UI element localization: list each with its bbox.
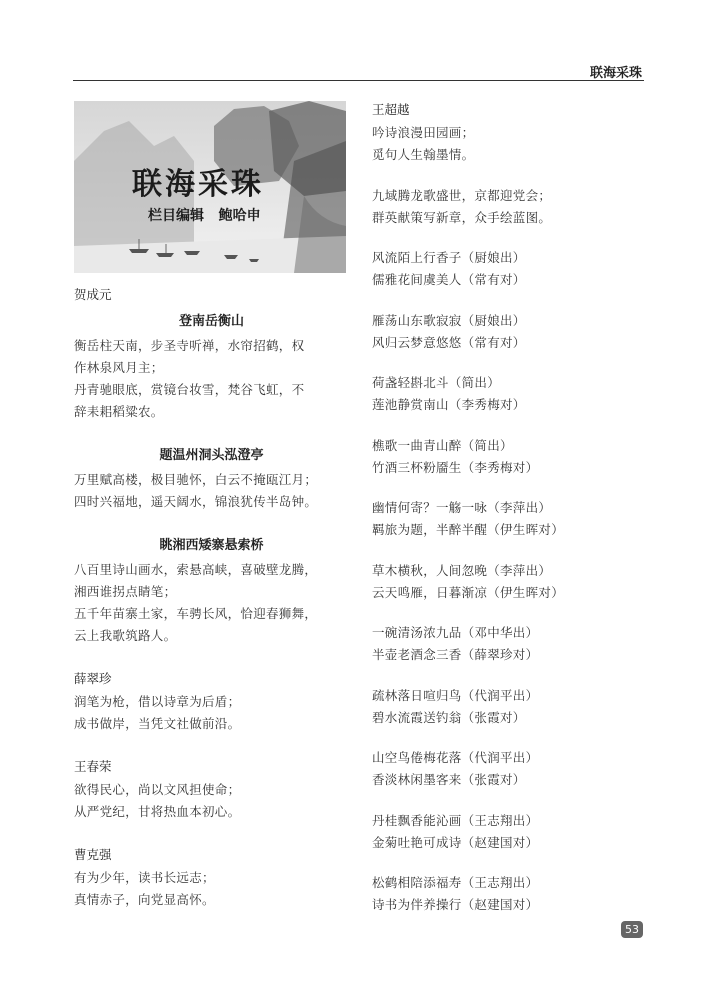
poem-line: 成书做岸，当凭文社做前沿。 [74, 716, 241, 731]
couplet-line: 疏林落日喧归鸟（代润平出） [372, 687, 539, 703]
author-name: 贺成元 [74, 287, 112, 302]
poem-line: 湘西谁拐点睛笔； [74, 584, 177, 599]
poem-line: 真情赤子，向党显高怀。 [74, 892, 215, 907]
couplet-line: 莲池静赏南山（李秀梅对） [372, 397, 526, 412]
couplet-line: 九域腾龙歌盛世，京都迎党会； [372, 187, 552, 203]
couplet-line: 风流陌上行香子（厨娘出） [372, 250, 526, 265]
author-name: 王春荣 [74, 759, 112, 774]
poem [74, 691, 349, 735]
right-column [372, 98, 647, 935]
couplet-line: 群英献策写新章，众手绘蓝图。 [372, 209, 552, 225]
banner-editor: 栏目编辑 鲍哈申 [148, 208, 261, 224]
couplet [372, 622, 647, 666]
couplet-line: 诗书为伴养操行（赵建国对） [372, 897, 539, 912]
couplet [372, 185, 647, 229]
couplet [372, 810, 647, 854]
banner-title: 联海采珠 [132, 167, 264, 202]
couplet [372, 435, 647, 479]
couplet [372, 560, 647, 604]
couplet-line: 金菊吐艳可成诗（赵建国对） [372, 834, 539, 850]
poem-line: 从严党纪，甘将热血本初心。 [74, 804, 241, 819]
left-column [74, 283, 349, 931]
poem-line: 丹青驰眼底，赏镜台妆雪，梵谷飞虹，不 [74, 382, 305, 397]
couplet [372, 310, 647, 354]
couplet-line: 香淡林闲墨客来（张霞对） [372, 772, 526, 787]
couplet [372, 122, 647, 166]
couplet-line: 幽情何寄？一觞一咏（李萍出） [372, 500, 552, 515]
page-number: 53 [621, 921, 643, 938]
poem-line: 润笔为枪，借以诗章为后盾； [74, 694, 241, 709]
poem [74, 867, 349, 911]
poem-line: 辞耒耜稻粱农。 [74, 404, 164, 419]
couplet-line: 雁荡山东歌寂寂（厨娘出） [372, 312, 526, 328]
couplet-line: 一碗清汤浓九品（邓中华出） [372, 625, 539, 640]
couplet-line: 云天鸣雁，日暮渐凉（伊生晖对） [372, 584, 565, 600]
couplet-line: 吟诗浪漫田园画； [372, 125, 475, 140]
couplet-line: 风归云梦意悠悠（常有对） [372, 334, 526, 350]
couplet [372, 497, 647, 541]
poem-line: 欲得民心，尚以文风担使命； [74, 782, 241, 797]
couplet-line: 荷盏轻斟北斗（简出） [372, 375, 501, 390]
poem-line: 作林泉风月主； [74, 360, 164, 375]
header-rule [73, 80, 644, 81]
couplet [372, 372, 647, 416]
poem-line: 衡岳柱天南，步圣寺听禅，水帘招鹤，权 [74, 338, 305, 353]
poem [74, 309, 349, 423]
couplet-line: 丹桂飘香能沁画（王志翔出） [372, 812, 539, 828]
author-name: 曹克强 [74, 847, 112, 862]
header-title: 联海采珠 [589, 66, 642, 81]
couplet [372, 685, 647, 729]
couplet-line: 草木横秋，人间忽晚（李萍出） [372, 562, 552, 578]
author-name: 王超越 [372, 102, 410, 117]
poem [74, 779, 349, 823]
poem-line: 八百里诗山画水，索悬高峡，喜破壁龙腾， [74, 562, 318, 577]
poem-title: 登南岳衡山 [178, 314, 244, 329]
couplet-line: 觅句人生翰墨情。 [372, 147, 475, 162]
couplet-line: 碧水流霞送钓翁（张霞对） [372, 709, 526, 725]
couplet-line: 竹酒三杯粉靥生（李秀梅对） [372, 459, 539, 475]
author-name: 薛翠珍 [74, 671, 112, 686]
poem-title: 题温州洞头泓澄亭 [159, 448, 264, 463]
couplet-line: 儒雅花间虞美人（常有对） [372, 272, 526, 287]
poem-line: 有为少年，读书长远志； [74, 870, 215, 885]
couplet-line: 松鹤相陪添福寿（王志翔出） [372, 875, 539, 890]
couplet-line: 樵歌一曲青山醉（简出） [372, 437, 513, 453]
couplet [372, 247, 647, 291]
poem-line: 云上我歌筑路人。 [74, 628, 177, 643]
couplet [372, 747, 647, 791]
poem-title: 眺湘西矮寨悬索桥 [159, 538, 264, 553]
poem-line: 四时兴福地，遥天阔水，锦浪犹传半岛钟。 [74, 494, 318, 509]
couplet-line: 半壶老酒念三香（薛翠珍对） [372, 647, 539, 662]
couplet-line: 羁旅为题，半醉半醒（伊生晖对） [372, 522, 565, 537]
column-banner [74, 101, 346, 273]
couplet [372, 872, 647, 916]
poem [74, 443, 349, 513]
poem-line: 五千年苗寨土家，车骋长风，恰迎春狮舞， [74, 606, 318, 621]
poem-line: 万里赋高楼，极目驰怀，白云不掩瓯江月； [74, 472, 318, 487]
couplet-line: 山空鸟倦梅花落（代润平出） [372, 750, 539, 765]
poem [74, 533, 349, 647]
